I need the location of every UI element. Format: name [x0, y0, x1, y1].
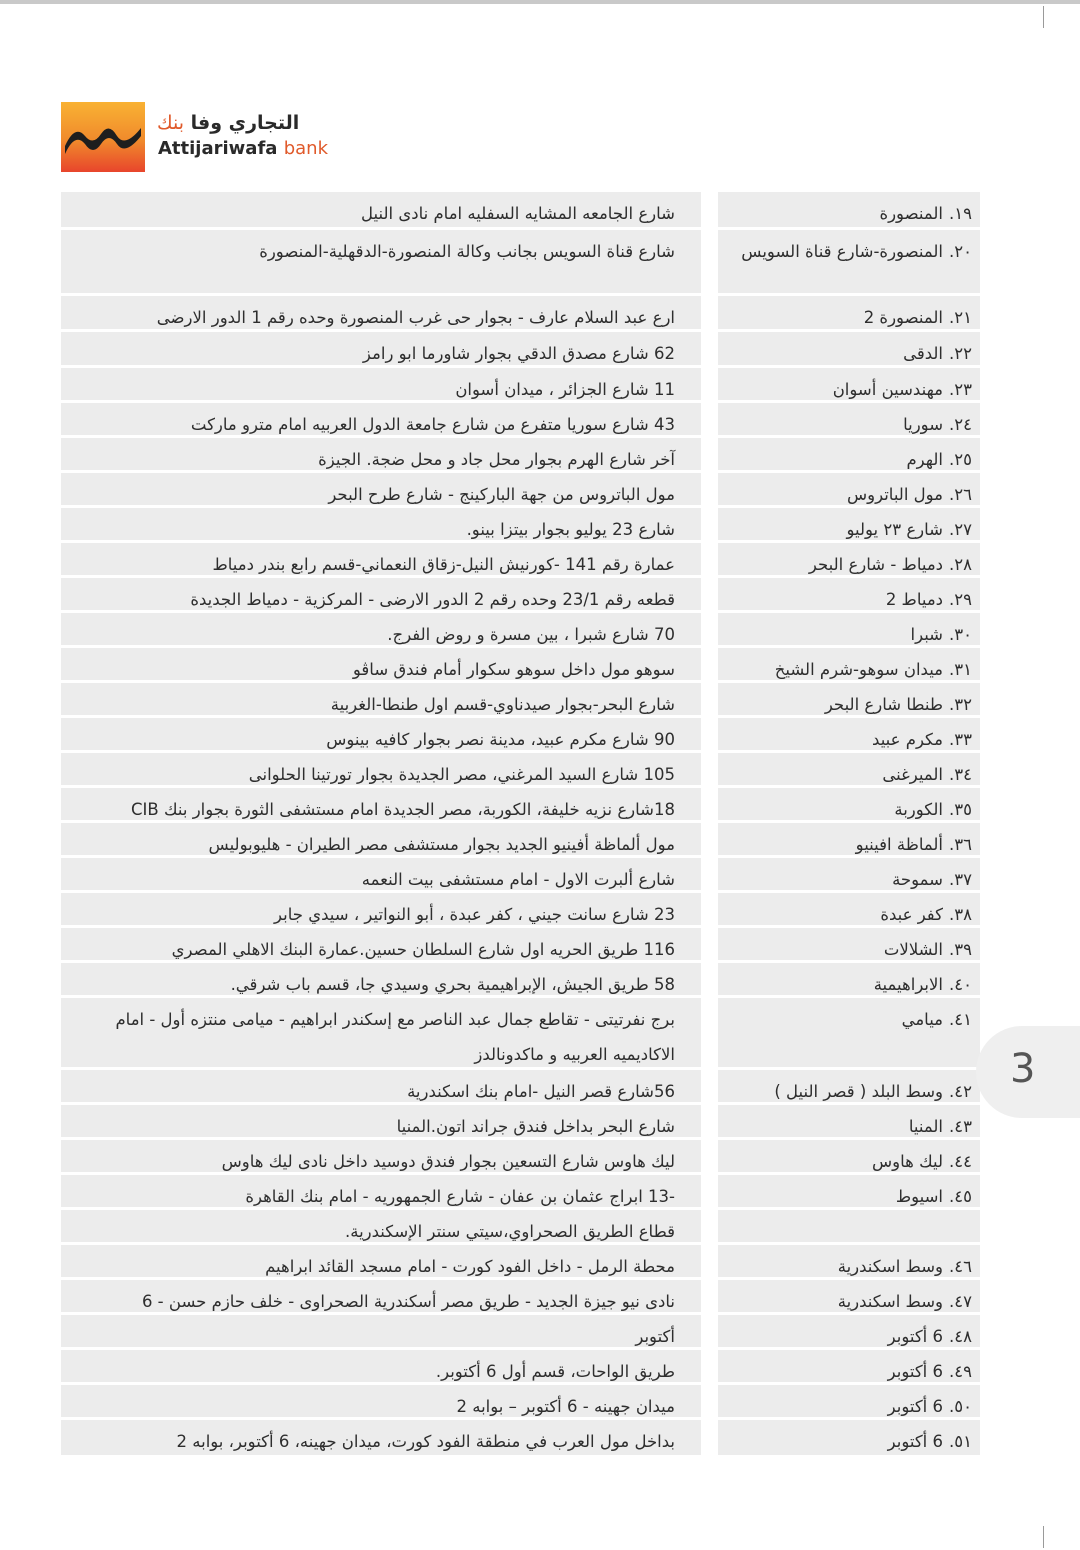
branch-address: ليك هاوس شارع التسعين بجوار فندق دوسيد داخل نادى ليك هاوس [61, 1140, 701, 1172]
branch-number: ٤٢. [949, 1082, 972, 1101]
table-row [0, 1280, 1080, 1315]
branch-address: 116 طريق الحريه اول شارع السلطان حسين.عمارة البنك الاهلي المصري [61, 928, 701, 960]
brand-arabic [157, 112, 299, 134]
branch-address: برج نفرتيتى - تقاطع جمال عبد الناصر مع إسكندر ابراهيم - ميامى منتزه أول - امام الاكاديميه العربيه و ماكدونالدز [61, 998, 701, 1067]
table-row [0, 613, 1080, 648]
table-row [0, 1420, 1080, 1458]
branch-name: 6 أكتوبر [887, 1397, 944, 1416]
table-row [0, 1245, 1080, 1280]
branch-number: ٤٠. [949, 975, 972, 994]
branch-name-cell [718, 998, 980, 1067]
branch-address: شارع البحر بداخل فندق جراند اتون.المنيا [61, 1105, 701, 1137]
branch-address: آخر شارع الهرم بجوار محل جاد و محل ضجة. الجيزة [61, 438, 701, 470]
table-row [0, 192, 1080, 230]
branch-name-cell [718, 893, 980, 925]
branch-name-cell [718, 332, 980, 365]
table-row [0, 1175, 1080, 1210]
branch-address: 58 طريق الجيش، الإبراهيمية بحري وسيدي جا، قسم باب شرقي. [61, 963, 701, 995]
branch-address: أكتوبر [61, 1315, 701, 1347]
branch-name: دمياط 2 [885, 590, 944, 609]
branch-address: مول ألماظة أفينيو الجديد بجوار مستشفى مصر الطيران - هليوبوليس [61, 823, 701, 855]
branch-number: ٤٩. [949, 1362, 972, 1381]
table-row [0, 648, 1080, 683]
branch-number: ٣٠. [949, 625, 972, 644]
branch-address: 105 شارع السيد المرغني، مصر الجديدة بجوار تورتينا الحلوانى [61, 753, 701, 785]
branch-number: ٥٠. [949, 1397, 972, 1416]
brand-latin-bank: bank [283, 138, 329, 159]
branch-name: الهرم [906, 450, 944, 469]
branch-number: ٥١. [949, 1432, 972, 1451]
table-row [0, 1105, 1080, 1140]
branch-name-cell [718, 1070, 980, 1102]
branch-address: شارع الجامعه المشايه السفليه امام نادى النيل [61, 192, 701, 227]
branch-name-cell [718, 1315, 980, 1347]
branch-name: وسط اسكندرية [837, 1257, 944, 1276]
branch-address: نادى نيو جيزة الجديد - طريق مصر أسكندرية الصحراوى - خلف حازم حسن - 6 [61, 1280, 701, 1312]
branch-number: ٤٣. [949, 1117, 972, 1136]
branch-name-cell [718, 403, 980, 435]
table-row [0, 858, 1080, 893]
branch-address: 90 شارع مكرم عبيد، مدينة نصر بجوار كافيه بينوس [61, 718, 701, 750]
branch-name-cell [718, 613, 980, 645]
branch-name-cell [718, 683, 980, 715]
branch-address: شارع 23 يوليو بجوار بيتزا بينو. [61, 508, 701, 540]
branch-address: ارع عبد السلام عارف - بجوار حى غرب المنصورة وحده رقم 1 الدور الارضى [61, 296, 701, 329]
branch-name: 6 أكتوبر [887, 1362, 944, 1381]
branch-address: بداخل مول العرب في منطقة الفود كورت، ميدان جهينه، 6 أكتوبر، بوابه 2 [61, 1420, 701, 1455]
table-row [0, 1070, 1080, 1105]
branch-number: ٣٩. [949, 940, 972, 959]
branch-name: المنصورة-شارع قناة السويس [741, 242, 944, 261]
branch-address: شارع ألبرت الاول - امام مستشفى بيت النعمه [61, 858, 701, 890]
branch-address: شارع البحر-بجوار صيدناوي-قسم اول طنطا-الغربية [61, 683, 701, 715]
brand-latin [158, 138, 328, 159]
branch-name-cell [718, 858, 980, 890]
branch-name: 6 أكتوبر [887, 1432, 944, 1451]
page-number: 3 [1010, 1046, 1036, 1092]
branch-name-cell [718, 230, 980, 293]
branch-number: ٢١. [949, 308, 972, 327]
branch-number: ٣٦. [949, 835, 972, 854]
branch-name-cell [718, 718, 980, 750]
crop-mark-bottom [1043, 1526, 1044, 1548]
branch-address: 43 شارع سوريا متفرع من شارع جامعة الدول العربيه امام مترو ماركت [61, 403, 701, 435]
branch-name: وسط اسكندرية [837, 1292, 944, 1311]
table-row [0, 1385, 1080, 1420]
table-row [0, 928, 1080, 963]
table-row [0, 1350, 1080, 1385]
branch-name: الميرغنى [882, 765, 944, 784]
branch-name-cell [718, 1350, 980, 1382]
branch-address: 11 شارع الجزائر ، ميدان أسوان [61, 368, 701, 400]
branch-name-cell [718, 963, 980, 995]
branch-name-cell [718, 296, 980, 329]
branch-number: ٢٨. [949, 555, 972, 574]
branch-address: سوهو مول داخل سوهو سكوار أمام فندق ساڤو [61, 648, 701, 680]
branch-number: ٢٩. [949, 590, 972, 609]
branch-name: المنصورة [879, 204, 944, 223]
branch-name-cell [718, 1280, 980, 1312]
branch-name-cell [718, 1175, 980, 1207]
brand-arabic-bank: بنك [157, 112, 185, 134]
branch-name: شبرا [910, 625, 944, 644]
branch-name: سموحة [892, 870, 944, 889]
branch-address: 62 شارع مصدق الدقي بجوار شاورما ابو رامز [61, 332, 701, 365]
table-row [0, 753, 1080, 788]
branch-name-cell [718, 1210, 980, 1242]
top-rule [0, 0, 1080, 4]
table-row [0, 230, 1080, 296]
branch-name-cell [718, 1140, 980, 1172]
branch-address: 18شارع نزيه خليفة، الكوربة، مصر الجديدة امام مستشفى الثورة بجوار بنك CIB [61, 788, 701, 820]
branch-address: شارع قناة السويس بجانب وكالة المنصورة-الدقهلية-المنصورة [61, 230, 701, 293]
branch-name-cell [718, 543, 980, 575]
branch-number: ٢٠. [949, 242, 972, 261]
branch-number: ٤١. [949, 1010, 972, 1029]
branch-name-cell [718, 473, 980, 505]
branch-number: ٤٧. [949, 1292, 972, 1311]
branch-number: ٢٥. [949, 450, 972, 469]
branch-number: ٣٨. [949, 905, 972, 924]
table-row [0, 963, 1080, 998]
branch-address: 23 شارع سانت جيني ، كفر عبدة ، أبو النواتير ، سيدي جابر [61, 893, 701, 925]
branch-name-cell [718, 823, 980, 855]
branch-name: مول الباتروس [846, 485, 944, 504]
brand-latin-name: Attijariwafa [158, 138, 278, 159]
branch-name: الابراهيمية [873, 975, 944, 994]
branch-number: ٢٦. [949, 485, 972, 504]
table-row [0, 296, 1080, 332]
branch-name: المنصورة 2 [863, 308, 944, 327]
branch-name-cell [718, 788, 980, 820]
branch-name: كفر عبدة [880, 905, 944, 924]
branch-name: اسيوط [895, 1187, 944, 1206]
table-row [0, 683, 1080, 718]
table-row [0, 1315, 1080, 1350]
table-row [0, 368, 1080, 403]
table-row [0, 438, 1080, 473]
branch-name: طنطا شارع البحر [824, 695, 944, 714]
table-row [0, 998, 1080, 1070]
table-row [0, 1140, 1080, 1175]
table-row [0, 473, 1080, 508]
branch-name: الكوربة [894, 800, 944, 819]
branch-address: محطة الرمل - داخل الفود كورت - امام مسجد القائد ابراهيم [61, 1245, 701, 1277]
branch-number: ٤٤. [949, 1152, 972, 1171]
branch-name-cell [718, 1420, 980, 1455]
branch-address: طريق الواحات، قسم أول 6 أكتوبر. [61, 1350, 701, 1382]
branch-name-cell [718, 438, 980, 470]
branch-name: مكرم عبيد [872, 730, 944, 749]
branch-number: ٢٣. [949, 380, 972, 399]
branch-name: ميامي [901, 1010, 944, 1029]
branch-address: قطاع الطريق الصحراوي،سيتي سنتر الإسكندرية. [61, 1210, 701, 1242]
branch-name-cell [718, 753, 980, 785]
branch-number: ٢٤. [949, 415, 972, 434]
branch-name-cell [718, 578, 980, 610]
branch-name-cell [718, 368, 980, 400]
branch-name: ألماظة افينيو [855, 835, 944, 854]
branch-name-cell [718, 192, 980, 227]
branch-address: مول الباتروس من جهة الباركينج - شارع طرح البحر [61, 473, 701, 505]
branch-number: ٢٢. [949, 344, 972, 363]
table-row [0, 508, 1080, 543]
branch-address: عمارة رقم 141 -كورنيش النيل-زقاق النعماني-قسم رابع بندر دمياط [61, 543, 701, 575]
branch-number: ٣٥. [949, 800, 972, 819]
branch-name: وسط البلد ( قصر النيل ) [774, 1082, 944, 1101]
branch-name: دمياط - شارع البحر [808, 555, 944, 574]
table-row [0, 893, 1080, 928]
table-row [0, 543, 1080, 578]
table-row [0, 823, 1080, 858]
table-row [0, 1210, 1080, 1245]
branch-number: ١٩. [949, 204, 972, 223]
table-row [0, 788, 1080, 823]
branch-name: مهندسين أسوان [832, 380, 944, 399]
table-row [0, 718, 1080, 753]
branch-number: ٣٧. [949, 870, 972, 889]
branch-name: 6 أكتوبر [887, 1327, 944, 1346]
branch-name: سوريا [903, 415, 944, 434]
branch-name: المنيا [908, 1117, 944, 1136]
branch-address: 70 شارع شبرا ، بين مسرة و روض الفرج. [61, 613, 701, 645]
branch-number: ٤٨. [949, 1327, 972, 1346]
branch-name-cell [718, 648, 980, 680]
branch-number: ٢٧. [949, 520, 972, 539]
branch-address: ميدان جهينه - 6 أكتوبر – بوابه 2 [61, 1385, 701, 1417]
branch-name: الدقى [903, 344, 944, 363]
branch-name-cell [718, 508, 980, 540]
branch-address: قطعه رقم 23/1 وحده رقم 2 الدور الارضى - المركزية - دمياط الجديدة [61, 578, 701, 610]
branch-number: ٣٤. [949, 765, 972, 784]
branch-address: -13 ابراج عثمان بن عفان - شارع الجمهوريه - امام بنك القاهرة [61, 1175, 701, 1207]
table-row [0, 332, 1080, 368]
branch-number: ٤٦. [949, 1257, 972, 1276]
branch-name: شارع ٢٣ يوليو [846, 520, 944, 539]
branch-number: ٣٣. [949, 730, 972, 749]
branch-name: ليك هاوس [872, 1152, 944, 1171]
branch-name-cell [718, 1245, 980, 1277]
branch-address: 56شارع قصر النيل -امام بنك اسكندرية [61, 1070, 701, 1102]
branch-name-cell [718, 928, 980, 960]
brand-arabic-name: التجاري وفا [190, 112, 300, 134]
table-row [0, 578, 1080, 613]
branch-name-cell [718, 1105, 980, 1137]
branch-name: الشلالات [883, 940, 944, 959]
table-row [0, 403, 1080, 438]
crop-mark-top [1043, 6, 1044, 28]
branch-number: ٣١. [949, 660, 972, 679]
branch-number: ٣٢. [949, 695, 972, 714]
attijariwafa-logo-icon [61, 102, 145, 172]
branch-name-cell [718, 1385, 980, 1417]
branch-number: ٤٥. [949, 1187, 972, 1206]
branch-name: ميدان سوهو-شرم الشيخ [774, 660, 944, 679]
